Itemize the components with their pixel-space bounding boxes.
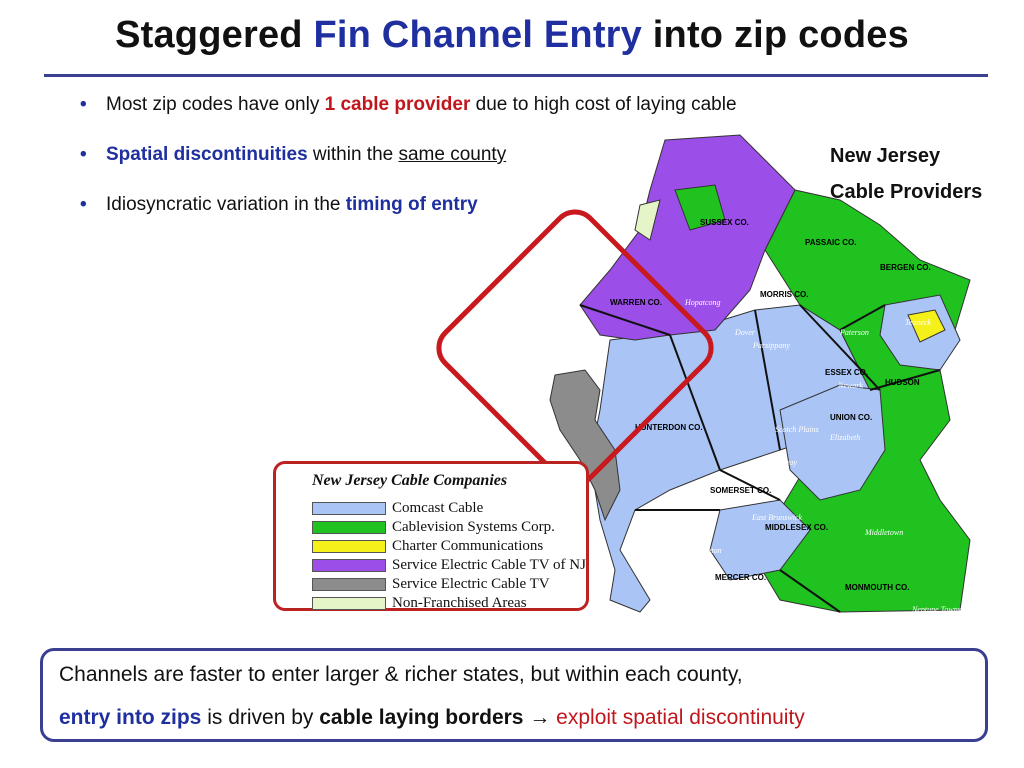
takeaway-line2	[59, 706, 805, 730]
county-label: ESSEX CO.	[825, 368, 869, 377]
county-label: SOMERSET CO.	[710, 486, 772, 495]
takeaway-box	[40, 648, 988, 742]
slide-title	[0, 14, 1024, 57]
legend-label: Charter Communications	[392, 538, 544, 554]
town-label: Hopatcong	[685, 298, 721, 307]
takeaway-emphasis: entry into zips	[59, 706, 202, 729]
bullet-dot-icon: •	[80, 94, 87, 115]
legend-item	[312, 500, 483, 519]
legend-title: New Jersey Cable Companies	[312, 472, 508, 489]
takeaway-text: is driven by	[201, 706, 320, 729]
county-label: UNION CO.	[830, 413, 873, 422]
takeaway-bold: cable laying borders	[319, 706, 524, 729]
town-label: Scotch Plains	[775, 425, 819, 434]
county-label: MORRIS CO.	[760, 290, 809, 299]
title-accent: Fin Channel Entry	[313, 14, 643, 56]
town-label: Trenton	[663, 598, 688, 607]
town-label: Piscataway	[760, 458, 797, 467]
legend-swatch	[312, 521, 386, 534]
legend-swatch	[312, 540, 386, 553]
bullet-text: within the	[307, 144, 399, 165]
town-label: Teaneck	[905, 318, 931, 327]
bullet-emphasis: 1 cable provider	[324, 94, 471, 115]
county-label: PASSAIC CO.	[805, 238, 857, 247]
county-label: MONMOUTH CO.	[845, 583, 910, 592]
town-label: Neptune Township	[912, 605, 972, 614]
bullet-dot-icon: •	[80, 144, 87, 165]
town-label: Dover	[735, 328, 755, 337]
legend-label: Service Electric Cable TV	[392, 576, 550, 592]
county-label: HUNTERDON CO.	[635, 423, 703, 432]
county-label: MIDDLESEX CO.	[765, 523, 829, 532]
legend-swatch	[312, 502, 386, 515]
legend-swatch	[312, 559, 386, 572]
legend-item	[312, 538, 543, 557]
town-label: Princeton	[690, 546, 722, 555]
county-label: HUDSON	[885, 378, 920, 387]
county-label: WARREN CO.	[610, 298, 662, 307]
bullet-emphasis: Spatial discontinuities	[106, 144, 308, 165]
takeaway-line1: Channels are faster to enter larger & richer states, but within each county,	[59, 663, 743, 686]
town-label: Elizabeth	[830, 433, 861, 442]
map-label-line1: New Jersey	[830, 145, 941, 167]
arrow-icon: →	[523, 706, 557, 729]
takeaway-red: exploit spatial discontinuity	[556, 706, 805, 729]
town-label: Middletown	[865, 528, 904, 537]
town-label: Newark	[838, 381, 863, 390]
map-label-line2: Cable Providers	[830, 181, 983, 203]
bullet-text: Most zip codes have only	[106, 94, 325, 115]
legend-swatch	[312, 597, 386, 610]
bullet-dot-icon: •	[80, 194, 87, 215]
legend-label: Non-Franchised Areas	[392, 595, 527, 611]
map-label	[830, 138, 982, 210]
town-label: Parsippany	[753, 341, 790, 350]
bullet-text: due to high cost of laying cable	[470, 94, 737, 115]
title-part1: Staggered	[115, 14, 314, 56]
bullet-underlined: same county	[398, 144, 507, 165]
legend-label: Service Electric Cable TV of NJ	[392, 557, 586, 573]
legend-item	[312, 519, 555, 538]
county-label: BERGEN CO.	[880, 263, 931, 272]
legend-swatch	[312, 578, 386, 591]
legend-item	[312, 595, 527, 614]
legend-item	[312, 557, 586, 576]
town-label: East Brunswick	[752, 513, 802, 522]
county-label: SUSSEX CO.	[700, 218, 749, 227]
legend-label: Cablevision Systems Corp.	[392, 519, 555, 535]
title-divider	[44, 74, 988, 77]
county-label: MERCER CO.	[715, 573, 767, 582]
legend-item	[312, 576, 550, 595]
town-label: Paterson	[840, 328, 869, 337]
map-legend	[273, 461, 589, 611]
bullet-emphasis: timing of entry	[345, 194, 478, 215]
bullet-text: Idiosyncratic variation in the	[106, 194, 346, 215]
title-part2: into zip codes	[642, 14, 909, 56]
legend-label: Comcast Cable	[392, 500, 484, 516]
